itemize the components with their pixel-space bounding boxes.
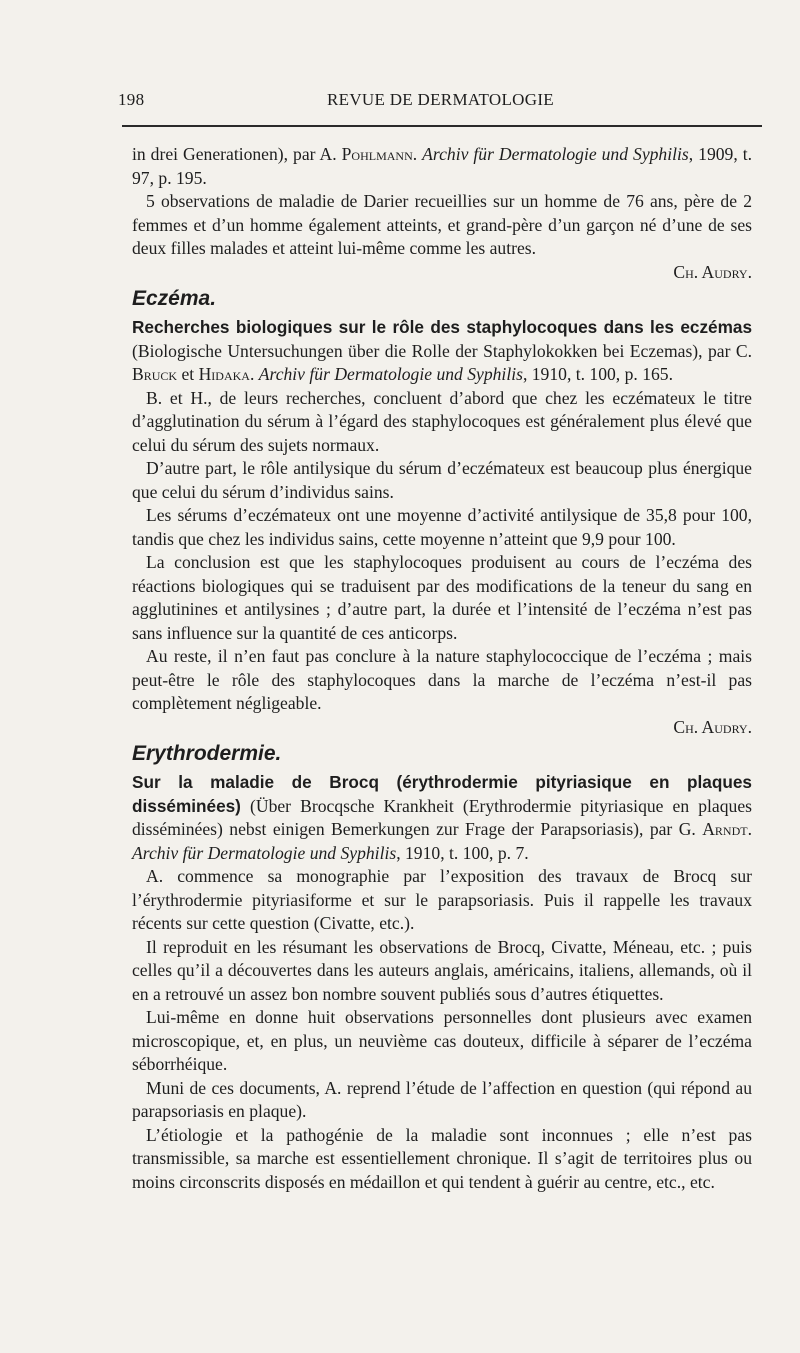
header-rule <box>122 125 762 127</box>
continuation-reference: in drei Generationen), par A. Pohlmann. Archiv für Dermatologie und Syphilis, 1909, t. 97, p. 195. <box>132 144 753 188</box>
article-body <box>132 143 752 1194</box>
running-title: REVUE DE DERMATOLOGIE <box>327 90 554 109</box>
paragraph: L’étiologie et la pathogénie de la maladie sont inconnues ; elle n’est pas transmissible, sa marche est essentiellement chronique. Il s’agit de territoires plus ou moins circonscrits disposés en médaillon et qui tendent à guérir au centre, etc., etc. <box>132 1124 752 1192</box>
paragraph: La conclusion est que les staphylocoques produisent au cours de l’eczéma des réactions biologiques qui se traduisent par des modifications de la teneur du sang en agglutinines et antilysines ; d’autre part, la durée et l’intensité de l’eczéma n’est pas sans influence sur la quantité de ces anticorps. <box>132 552 752 643</box>
author-name: Pohlmann <box>341 144 413 164</box>
paragraph: Il reproduit en les résumant les observations de Brocq, Civatte, Méneau, etc. ; puis celles qu’il a découvertes dans les auteurs anglais, américains, italiens, allemands, où il en a retrouvé un assez bon nombre souvent publiés sous d’autres étiquettes. <box>132 936 752 1004</box>
author-name: Arndt <box>702 819 748 839</box>
section-heading-eczema: Eczéma. <box>132 287 217 310</box>
signature: Ch. Audry. <box>673 261 752 282</box>
paragraph: Muni de ces documents, A. reprend l’étude de l’affection en question (qui répond au parapsoriasis en plaque). <box>132 1077 752 1121</box>
article-title-erythrodermie: Sur la maladie de Brocq (érythrodermie pityriasique en plaques disséminées) (Über Brocqsche Krankheit (Erythrodermie pityriasique en plaques disséminées) nebst einigen Bemerkungen zur Frage der Parapsoriasis), par G. Arndt. Archiv für Dermatologie und Syphilis, 1910, t. 100, p. 7. <box>132 772 752 863</box>
paragraph: D’autre part, le rôle antilysique du sérum d’eczémateux est beaucoup plus énergique que celui du sérum d’individus sains. <box>132 458 752 502</box>
page-number: 198 <box>118 90 145 109</box>
author-name: Hidaka <box>198 364 250 384</box>
signature-line <box>132 261 752 285</box>
paragraph: A. commence sa monographie par l’exposition des travaux de Brocq sur l’érythrodermie pityriasiforme et sur le parapsoriasis. Puis il rappelle les travaux récents sur cette question (Civatte, etc.). <box>132 866 752 933</box>
journal-name: Archiv für Dermatologie und Syphilis <box>258 364 523 384</box>
paragraph: Au reste, il n’en faut pas conclure à la nature staphylococcique de l’eczéma ; mais peut-être le rôle des staphylocoques dans la marche de l’eczéma n’est-il pas complètement négligeable. <box>132 646 752 713</box>
paragraph: Lui-même en donne huit observations personnelles dont plusieurs avec examen microscopique, et, en plus, un neuvième cas douteux, difficile à séparer de l’eczéma séborrhéique. <box>132 1007 752 1074</box>
journal-name: Archiv für Dermatologie und Syphilis <box>132 842 397 863</box>
signature: Ch. Audry. <box>673 716 752 737</box>
journal-name: Archiv für Dermatologie und Syphilis <box>422 144 689 164</box>
signature-line <box>132 716 752 740</box>
summary-paragraph: 5 observations de maladie de Darier recueillies sur un homme de 76 ans, père de 2 femmes et d’un homme également atteints, et grand-père d’un garçon né d’une de ses deux filles malades et atteint lui-même comme les autres. <box>132 191 752 258</box>
author-name: Bruck <box>132 364 178 384</box>
paragraph: B. et H., de leurs recherches, concluent d’abord que chez les eczémateux le titre d’agglutination du sérum à l’égard des staphylocoques est généralement plus élevé que celui du sérum des sujets normaux. <box>132 387 752 455</box>
paragraph: Les sérums d’eczémateux ont une moyenne d’activité antilysique de 35,8 pour 100, tandis que chez les individus sains, cette moyenne n’atteint que 9,9 pour 100. <box>132 505 752 549</box>
article-title-eczema: Recherches biologiques sur le rôle des staphylocoques dans les eczémas (Biologische Untersuchungen über die Rolle der Staphylokokken bei Eczemas), par C. Bruck et Hidaka. Archiv für Dermatologie und Syphilis, 1910, t. 100, p. 165. <box>132 317 752 384</box>
section-heading-erythrodermie: Erythrodermie. <box>132 742 282 765</box>
